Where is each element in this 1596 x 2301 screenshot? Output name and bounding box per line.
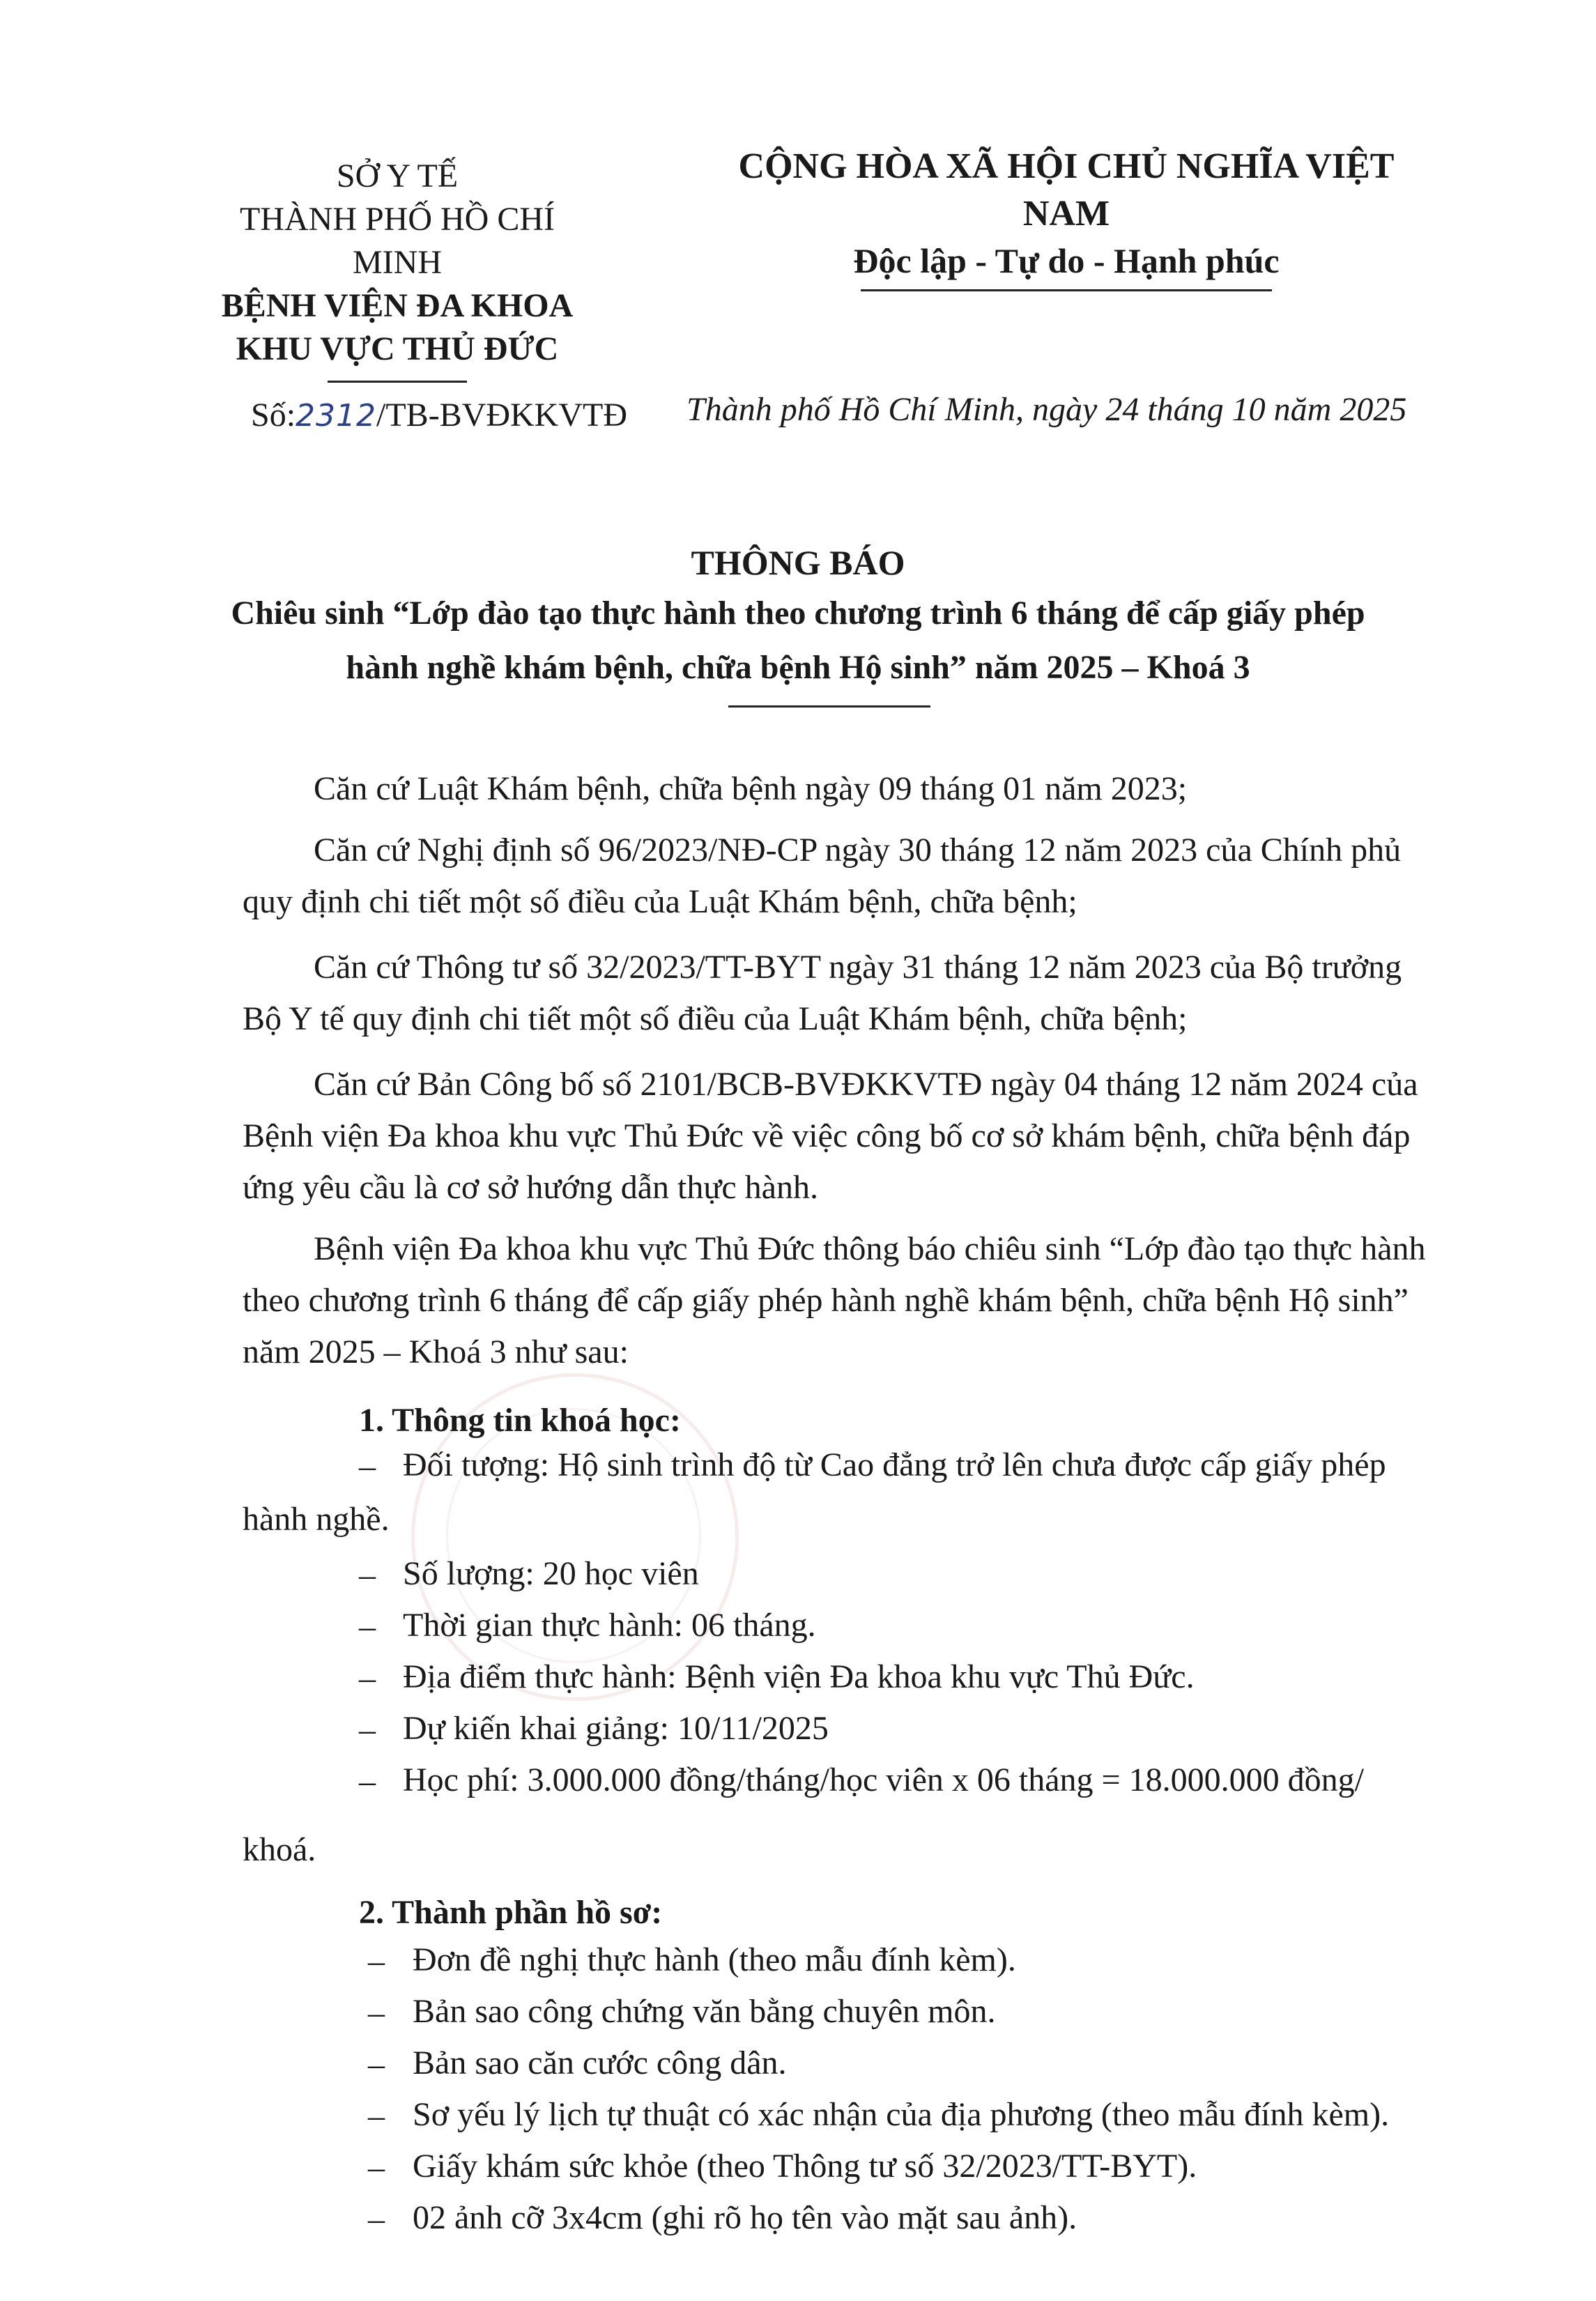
section-1-item-6-line-2: khoá. (243, 1831, 316, 1868)
title-underline (728, 705, 930, 708)
section-2-item-1: Đơn đề nghị thực hành (theo mẫu đính kèm). (413, 1941, 1016, 1978)
doc-number-handwritten: 2312 (296, 398, 377, 434)
section-2-item-6: 02 ảnh cỡ 3x4cm (ghi rõ họ tên vào mặt sau ảnh). (413, 2199, 1077, 2236)
agency-underline (328, 381, 467, 383)
document-number (251, 396, 627, 434)
agency-line-3: BỆNH VIỆN ĐA KHOA (221, 287, 574, 324)
agency-line-1: SỞ Y TẾ (336, 158, 459, 194)
agency-line-4: KHU VỰC THỦ ĐỨC (236, 330, 559, 367)
section-2-item-3: Bản sao căn cước công dân. (413, 2044, 787, 2081)
section-1-item-4: Địa điểm thực hành: Bệnh viện Đa khoa khu vực Thủ Đức. (403, 1658, 1195, 1695)
basis-paragraph-2-line-1: Căn cứ Nghị định số 96/2023/NĐ-CP ngày 30 tháng 12 năm 2023 của Chính phủ (314, 832, 1402, 869)
date-place: Thành phố Hồ Chí Minh, ngày 24 tháng 10 năm 2025 (686, 391, 1407, 428)
section-1-bullet-5: – (359, 1711, 376, 1748)
notice-heading: THÔNG BÁO (691, 543, 905, 582)
section-1-item-3: Thời gian thực hành: 06 tháng. (403, 1607, 816, 1644)
section-2-item-2: Bản sao công chứng văn bằng chuyên môn. (413, 1993, 996, 2030)
section-1-item-5: Dự kiến khai giảng: 10/11/2025 (403, 1710, 829, 1747)
section-1-bullet-2: – (359, 1557, 376, 1593)
intro-line-3: năm 2025 – Khoá 3 như sau: (243, 1333, 629, 1370)
section-2-item-4: Sơ yếu lý lịch tự thuật có xác nhận của địa phương (theo mẫu đính kèm). (413, 2096, 1390, 2133)
section-1-heading: 1. Thông tin khoá học: (359, 1402, 681, 1439)
section-1-bullet-6: – (359, 1763, 376, 1800)
doc-number-prefix: Số: (251, 397, 296, 434)
section-2-bullet-5: – (368, 2149, 385, 2186)
national-motto: Độc lập - Tự do - Hạnh phúc (853, 241, 1280, 280)
basis-paragraph-3-line-2: Bộ Y tế quy định chi tiết một số điều của Luật Khám bệnh, chữa bệnh; (243, 1000, 1188, 1037)
basis-paragraph-1: Căn cứ Luật Khám bệnh, chữa bệnh ngày 09 tháng 01 năm 2023; (314, 770, 1188, 807)
basis-paragraph-2-line-2: quy định chi tiết một số điều của Luật Khám bệnh, chữa bệnh; (243, 883, 1077, 920)
basis-paragraph-4-line-2: Bệnh viện Đa khoa khu vực Thủ Đức về việc công bố cơ sở khám bệnh, chữa bệnh đáp (243, 1117, 1411, 1154)
doc-number-suffix: /TB-BVĐKKVTĐ (376, 397, 627, 434)
national-title-block (704, 143, 1429, 291)
section-2-bullet-6: – (368, 2201, 385, 2238)
basis-paragraph-4-line-3: ứng yêu cầu là cơ sở hướng dẫn thực hành. (243, 1169, 818, 1206)
intro-line-2: theo chương trình 6 tháng để cấp giấy phép hành nghề khám bệnh, chữa bệnh Hộ sinh” (243, 1282, 1409, 1319)
section-1-bullet-4: – (359, 1660, 376, 1697)
section-2-bullet-2: – (368, 1994, 385, 2031)
national-title: CỘNG HÒA XÃ HỘI CHỦ NGHĨA VIỆT NAM (738, 146, 1395, 234)
section-1-item-6-line-1: Học phí: 3.000.000 đồng/tháng/học viên x 06 tháng = 18.000.000 đồng/ (403, 1761, 1364, 1798)
intro-line-1: Bệnh viện Đa khoa khu vực Thủ Đức thông báo chiêu sinh “Lớp đào tạo thực hành (314, 1230, 1426, 1267)
issuing-agency-block (209, 155, 585, 383)
motto-underline (861, 289, 1272, 291)
section-1-item-1-line-2: hành nghề. (243, 1501, 390, 1538)
section-2-bullet-1: – (368, 1943, 385, 1980)
section-2-heading: 2. Thành phần hồ sơ: (359, 1894, 663, 1931)
section-2-bullet-4: – (368, 2097, 385, 2134)
section-2-bullet-3: – (368, 2046, 385, 2083)
notice-subject-line-1: Chiêu sinh “Lớp đào tạo thực hành theo chương trình 6 tháng để cấp giấy phép (231, 595, 1365, 632)
section-1-item-1-line-1: Đối tượng: Hộ sinh trình độ từ Cao đẳng trở lên chưa được cấp giấy phép (403, 1446, 1386, 1483)
section-1-bullet-3: – (359, 1608, 376, 1645)
notice-subject-line-2: hành nghề khám bệnh, chữa bệnh Hộ sinh” năm 2025 – Khoá 3 (346, 649, 1250, 686)
agency-line-2: THÀNH PHỐ HỒ CHÍ MINH (240, 201, 555, 281)
section-2-item-5: Giấy khám sức khỏe (theo Thông tư số 32/2023/TT-BYT). (413, 2148, 1197, 2185)
basis-paragraph-4-line-1: Căn cứ Bản Công bố số 2101/BCB-BVĐKKVTĐ ngày 04 tháng 12 năm 2024 của (314, 1066, 1418, 1103)
basis-paragraph-3-line-1: Căn cứ Thông tư số 32/2023/TT-BYT ngày 31 tháng 12 năm 2023 của Bộ trưởng (314, 949, 1402, 986)
section-1-bullet-1: – (359, 1448, 376, 1485)
section-1-item-2: Số lượng: 20 học viên (403, 1555, 699, 1592)
